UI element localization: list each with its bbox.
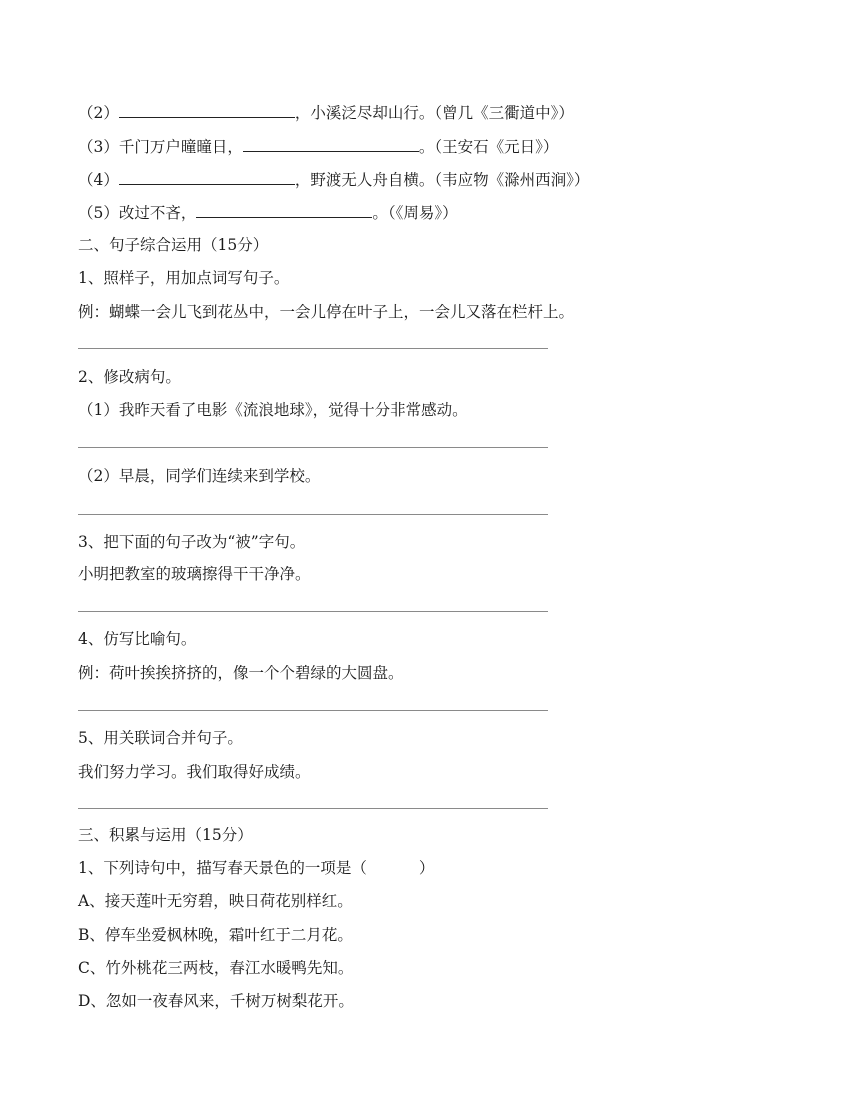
faulty-sentence: （2）早晨，同学们连续来到学校。 xyxy=(78,467,321,485)
answer-blank[interactable] xyxy=(243,136,419,152)
item-number: （2） xyxy=(78,104,119,122)
paren-close: ） xyxy=(418,859,435,877)
question-title xyxy=(78,858,434,878)
answer-blank[interactable] xyxy=(119,169,295,185)
poem-text: ，小溪泛尽却山行。（曾几《三衢道中》） xyxy=(294,104,574,122)
answer-blank[interactable] xyxy=(119,102,295,118)
source-sentence: 我们努力学习。我们取得好成绩。 xyxy=(78,763,311,781)
question-title: 4、仿写比喻句。 xyxy=(78,630,197,648)
poem-text: 千门万户曈曈日， xyxy=(118,138,243,156)
poem-text: 改过不吝， xyxy=(118,204,197,222)
section-heading: 二、句子综合运用（15分） xyxy=(78,236,269,254)
option-c: C、竹外桃花三两枝，春江水暖鸭先知。 xyxy=(78,959,354,977)
item-number: （4） xyxy=(78,171,119,189)
question-title: 5、用关联词合并句子。 xyxy=(78,729,243,747)
source-sentence: 小明把教室的玻璃擦得干干净净。 xyxy=(78,565,311,583)
answer-blank[interactable] xyxy=(196,202,372,218)
answer-line[interactable] xyxy=(78,348,548,349)
section-heading: 三、积累与运用（15分） xyxy=(78,826,253,844)
poem-line-3 xyxy=(78,136,558,157)
question-title: 3、把下面的句子改为“被”字句。 xyxy=(78,533,306,551)
poem-line-4 xyxy=(78,169,589,190)
answer-line[interactable] xyxy=(78,611,548,612)
question-text: 1、下列诗句中，描写春天景色的一项是（ xyxy=(78,859,367,877)
option-b: B、停车坐爱枫林晚，霜叶红于二月花。 xyxy=(78,926,353,944)
poem-line-5 xyxy=(78,202,458,223)
poem-line-2 xyxy=(78,102,574,123)
question-title: 1、照样子，用加点词写句子。 xyxy=(78,269,290,287)
answer-line[interactable] xyxy=(78,808,548,809)
question-title: 2、修改病句。 xyxy=(78,368,181,386)
option-d: D、忽如一夜春风来，千树万树梨花开。 xyxy=(78,992,354,1010)
faulty-sentence: （1）我昨天看了电影《流浪地球》，觉得十分非常感动。 xyxy=(78,401,468,419)
poem-text: ，野渡无人舟自横。（韦应物《滁州西涧》） xyxy=(294,171,590,189)
answer-line[interactable] xyxy=(78,710,548,711)
item-number: （5） xyxy=(78,204,119,222)
answer-line[interactable] xyxy=(78,447,548,448)
poem-text: 。（王安石《元日》） xyxy=(418,138,559,156)
answer-line[interactable] xyxy=(78,514,548,515)
item-number: （3） xyxy=(78,138,119,156)
example-sentence: 例：蝴蝶一会儿飞到花丛中，一会儿停在叶子上，一会儿又落在栏杆上。 xyxy=(78,303,575,321)
option-a: A、接天莲叶无穷碧，映日荷花别样红。 xyxy=(78,892,353,910)
example-sentence: 例：荷叶挨挨挤挤的，像一个个碧绿的大圆盘。 xyxy=(78,664,404,682)
poem-text: 。（《周易》） xyxy=(372,204,458,222)
